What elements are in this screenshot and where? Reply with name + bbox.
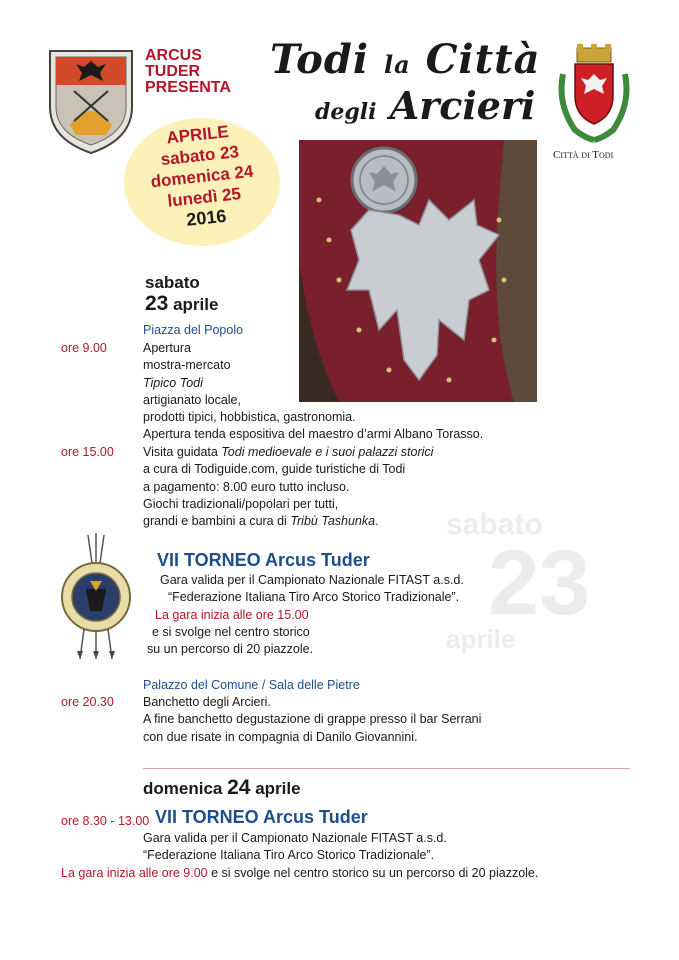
schedule-line: a cura di Todiguide.com, guide turistiche di Todi: [143, 462, 406, 477]
torneo-start-sunday-red: La gara inizia alle ore 9.00: [61, 866, 208, 880]
location-palazzo: Palazzo del Comune / Sala delle Pietre: [143, 678, 360, 692]
sunday-heading-month: aprile: [255, 779, 301, 798]
kids-pre: grandi e bambini a cura di: [143, 514, 291, 529]
visit-italic: Todi medioevale e i suoi palazzi storici: [221, 445, 434, 459]
time-afternoon: ore 15.00: [61, 445, 114, 459]
org-line-1: ARCUS: [145, 47, 202, 64]
schedule-line: Giochi tradizionali/popolari per tutti,: [143, 496, 339, 511]
watermark-month: aprile: [446, 624, 516, 654]
torneo-line: “Federazione Italiana Tiro Arco Storico Tradizionale”.: [143, 848, 435, 863]
schedule-line: prodotti tipici, hobbistica, gastronomia.: [143, 410, 356, 425]
kids-line: [143, 513, 433, 530]
schedule-line: a pagamento: 8.00 euro tutto incluso.: [143, 479, 350, 494]
saturday-heading: [145, 272, 218, 315]
date-month: APRILE: [165, 122, 230, 148]
date-day-2: domenica 24: [149, 161, 255, 192]
date-year: 2016: [185, 205, 228, 230]
torneo-start-saturday: La gara inizia alle ore 15.00: [155, 608, 309, 622]
watermark-day-number: 23: [488, 532, 591, 634]
watermark-day-name: sabato: [446, 508, 543, 541]
title-arcieri: Arcieri: [389, 83, 536, 128]
torneo-start-sunday-rest: e si svolge nel centro storico su un percorso di 20 piazzole.: [207, 866, 539, 880]
time-sunday: ore 8.30 - 13.00: [61, 814, 150, 828]
saturday-heading-day: 23: [145, 292, 169, 315]
schedule-line-italic: Tipico Todi: [143, 375, 203, 390]
sunday-heading-dayname: domenica: [143, 779, 223, 798]
time-evening: ore 20.30: [61, 695, 114, 709]
saturday-heading-dayname: sabato: [145, 273, 200, 292]
schedule-line: su un percorso di 20 piazzole.: [147, 642, 314, 656]
torneo-line: Gara valida per il Campionato Nazionale FITAST a.s.d.: [143, 831, 447, 845]
torneo-line: Gara valida per il Campionato Nazionale FITAST a.s.d.: [160, 573, 464, 587]
torneo-desc-saturday: [160, 572, 464, 607]
title-todi: Todi: [270, 36, 370, 83]
title-degli: degli: [315, 99, 377, 125]
page-title: [270, 38, 540, 131]
schedule-block-morning: [143, 340, 483, 444]
city-label: Città di Todi: [553, 149, 614, 161]
torneo-title-saturday: VII TORNEO Arcus Tuder: [157, 550, 370, 570]
city-of-todi-crest-logo: [555, 44, 633, 144]
sunday-heading-day: 24: [227, 776, 251, 799]
date-day-1: sabato 23: [159, 142, 240, 170]
visit-pre: Visita guidata: [143, 445, 222, 459]
org-line-3: PRESENTA: [145, 79, 231, 96]
date-day-3: lunedì 25: [166, 184, 242, 211]
schedule-line: Apertura: [143, 341, 191, 355]
schedule-line: con due risate in compagnia di Danilo Giovannini.: [143, 729, 418, 744]
schedule-line: Banchetto degli Arcieri.: [143, 695, 271, 709]
schedule-line: mostra-mercato: [143, 358, 231, 373]
location-piazza: Piazza del Popolo: [143, 323, 244, 337]
section-divider: [143, 768, 630, 769]
kids-italic: Tribù Tashunka: [290, 514, 376, 529]
torneo-desc-sunday: [143, 830, 447, 865]
title-la: la: [383, 50, 411, 79]
sunday-heading: [143, 776, 301, 800]
schedule-line: Apertura tenda espositiva del maestro d’armi Albano Torasso.: [143, 427, 484, 442]
date-watermark: [446, 510, 590, 652]
torneo-emblem-logo: [58, 533, 134, 661]
visit-line: [143, 444, 433, 461]
schedule-line: A fine banchetto degustazione di grappe presso il bar Serrani: [143, 712, 482, 727]
schedule-block-afternoon: [143, 444, 433, 530]
time-morning: ore 9.00: [61, 341, 107, 355]
schedule-line: artigianato locale,: [143, 392, 241, 407]
kids-post: .: [375, 514, 379, 529]
title-citta: Città: [425, 36, 541, 83]
schedule-line: e si svolge nel centro storico: [152, 625, 310, 639]
torneo-line: “Federazione Italiana Tiro Arco Storico Tradizionale”.: [168, 590, 460, 605]
schedule-block-evening: [143, 694, 481, 746]
organizer-name: [145, 48, 231, 96]
saturday-heading-month: aprile: [173, 295, 219, 314]
org-line-2: TUDER: [145, 63, 201, 80]
torneo-start-sunday: [61, 865, 538, 882]
date-badge-text: [119, 116, 285, 237]
torneo-title-sunday: VII TORNEO Arcus Tuder: [155, 807, 368, 827]
